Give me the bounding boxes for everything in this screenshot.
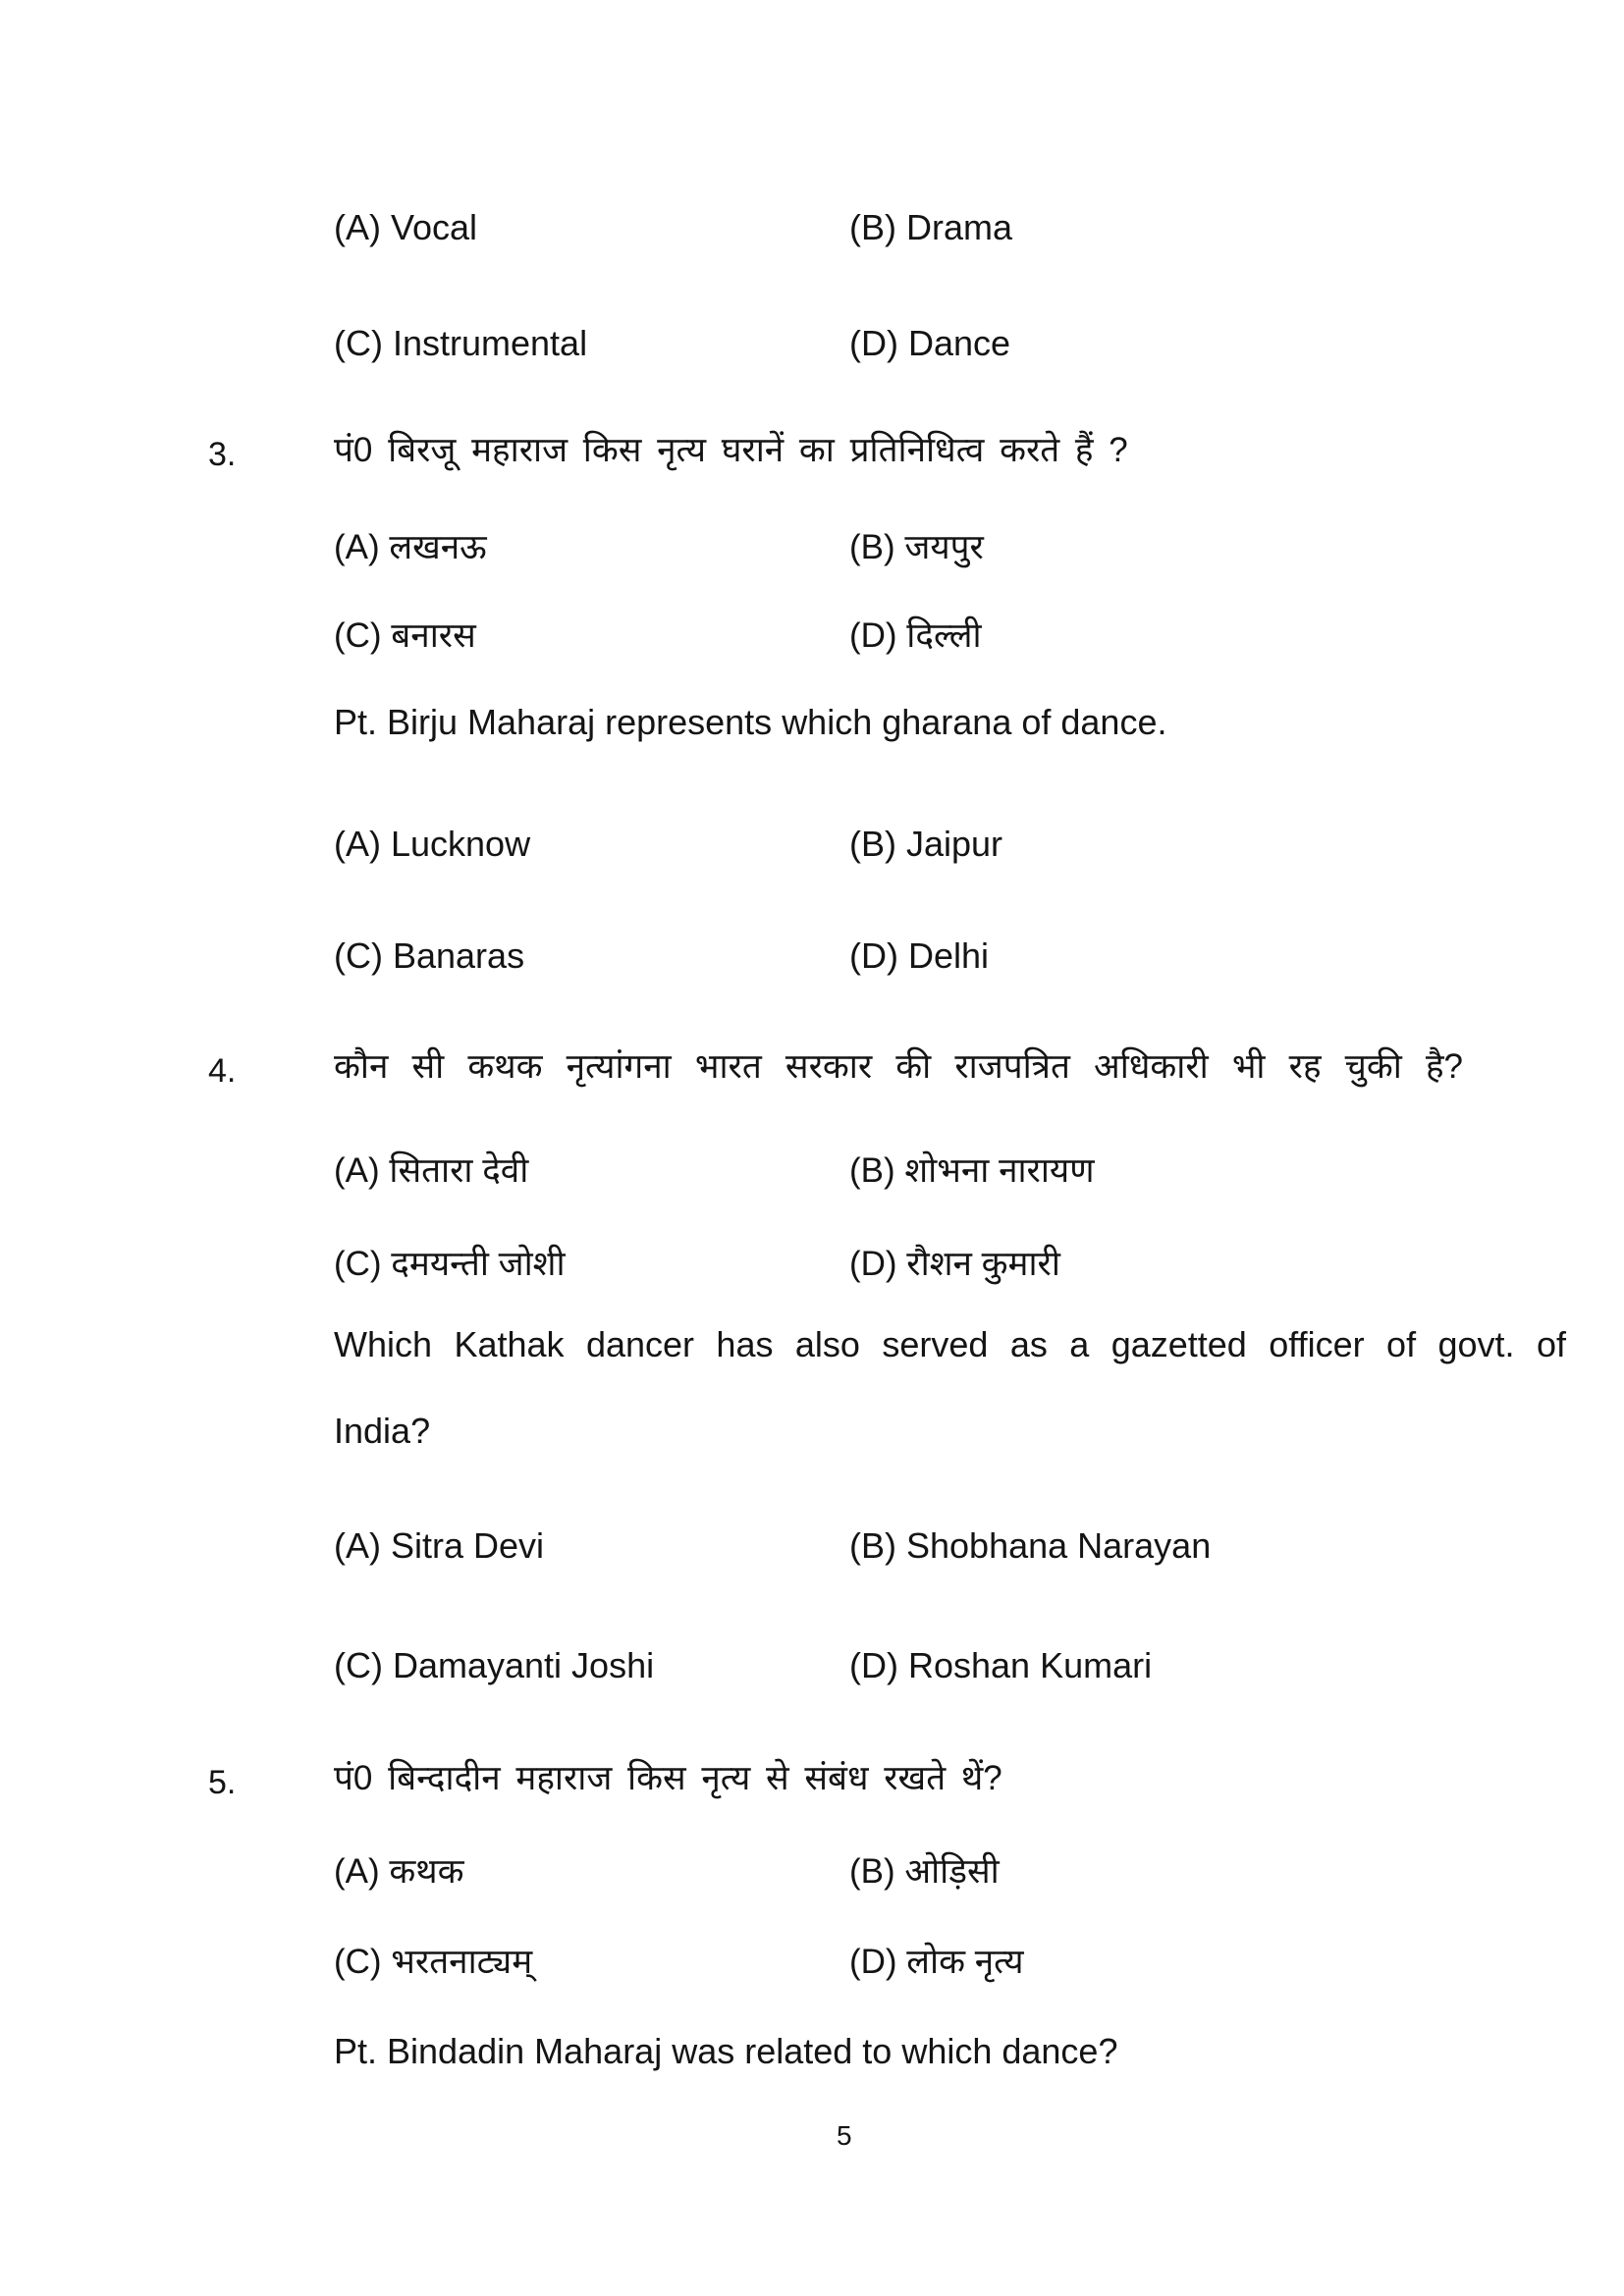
q4-option-d-en: (D) Roshan Kumari bbox=[849, 1645, 1153, 1685]
q4-option-b-hi: (B) शोभना नारायण bbox=[849, 1151, 1095, 1190]
q3-option-c-hi: (C) बनारस bbox=[334, 616, 476, 655]
q3-question-english: Pt. Birju Maharaj represents which gharana of dance. bbox=[334, 702, 1167, 742]
q4-en-options-row-1 bbox=[334, 1524, 1571, 1574]
q2-option-c: (C) Instrumental bbox=[334, 323, 588, 363]
q3-hi-options-row-1 bbox=[334, 525, 1571, 574]
q2-option-a: (A) Vocal bbox=[334, 207, 478, 247]
q5-hi-options-row-2 bbox=[334, 1940, 1571, 1989]
q2-option-b: (B) Drama bbox=[849, 207, 1013, 247]
q5-number: 5. bbox=[208, 1764, 237, 1801]
q3-option-b-hi: (B) जयपुर bbox=[849, 528, 984, 566]
q5-hi-options-row-1 bbox=[334, 1849, 1571, 1898]
q3-hi-options-row-2 bbox=[334, 614, 1571, 663]
q4-option-d-hi: (D) रौशन कुमारी bbox=[849, 1245, 1060, 1283]
q3-option-b-en: (B) Jaipur bbox=[849, 824, 1003, 864]
q3-en-options-row-2 bbox=[334, 934, 1571, 984]
page-number: 5 bbox=[837, 2120, 852, 2151]
q3-en-options-row-1 bbox=[334, 823, 1571, 872]
q4-number: 4. bbox=[208, 1052, 237, 1090]
q3-option-c-en: (C) Banaras bbox=[334, 935, 525, 976]
q5-option-b-hi: (B) ओड़िसी bbox=[849, 1852, 1000, 1891]
q3-option-a-en: (A) Lucknow bbox=[334, 824, 531, 864]
q2-en-options-row-1 bbox=[334, 206, 1571, 255]
q3-option-d-hi: (D) दिल्ली bbox=[849, 616, 982, 655]
q5-option-c-hi: (C) भरतनाट्यम् bbox=[334, 1943, 533, 1981]
q3-question-hindi: पं0 बिरजू महाराज किस नृत्य घरानें का प्रतिनिधित्व करते हैं ? bbox=[334, 431, 1128, 469]
q2-en-options-row-2 bbox=[334, 322, 1571, 371]
q4-option-c-en: (C) Damayanti Joshi bbox=[334, 1645, 655, 1685]
q5-question-hindi: पं0 बिन्दादीन महाराज किस नृत्य से संबंध रखते थें? bbox=[334, 1759, 1002, 1797]
q5-question-english: Pt. Bindadin Maharaj was related to which dance? bbox=[334, 2031, 1118, 2071]
q4-en-options-row-2 bbox=[334, 1644, 1571, 1693]
q5-option-d-hi: (D) लोक नृत्य bbox=[849, 1943, 1024, 1981]
q4-option-c-hi: (C) दमयन्ती जोशी bbox=[334, 1245, 566, 1283]
q3-option-d-en: (D) Delhi bbox=[849, 935, 990, 976]
q4-hi-options-row-1 bbox=[334, 1148, 1571, 1198]
q4-hi-options-row-2 bbox=[334, 1242, 1571, 1291]
q4-question-english-line2: India? bbox=[334, 1411, 431, 1451]
q4-option-a-hi: (A) सितारा देवी bbox=[334, 1151, 529, 1190]
q4-question-english-line1: Which Kathak dancer has also served as a gazetted officer of govt. of bbox=[334, 1324, 1566, 1364]
q4-question-hindi: कौन सी कथक नृत्यांगना भारत सरकार की राजपत्रित अधिकारी भी रह चुकी है? bbox=[334, 1047, 1463, 1086]
q3-number: 3. bbox=[208, 436, 237, 473]
q4-option-b-en: (B) Shobhana Narayan bbox=[849, 1525, 1212, 1566]
q4-option-a-en: (A) Sitra Devi bbox=[334, 1525, 545, 1566]
q2-option-d: (D) Dance bbox=[849, 323, 1011, 363]
q3-option-a-hi: (A) लखनऊ bbox=[334, 528, 487, 566]
q5-option-a-hi: (A) कथक bbox=[334, 1852, 464, 1891]
